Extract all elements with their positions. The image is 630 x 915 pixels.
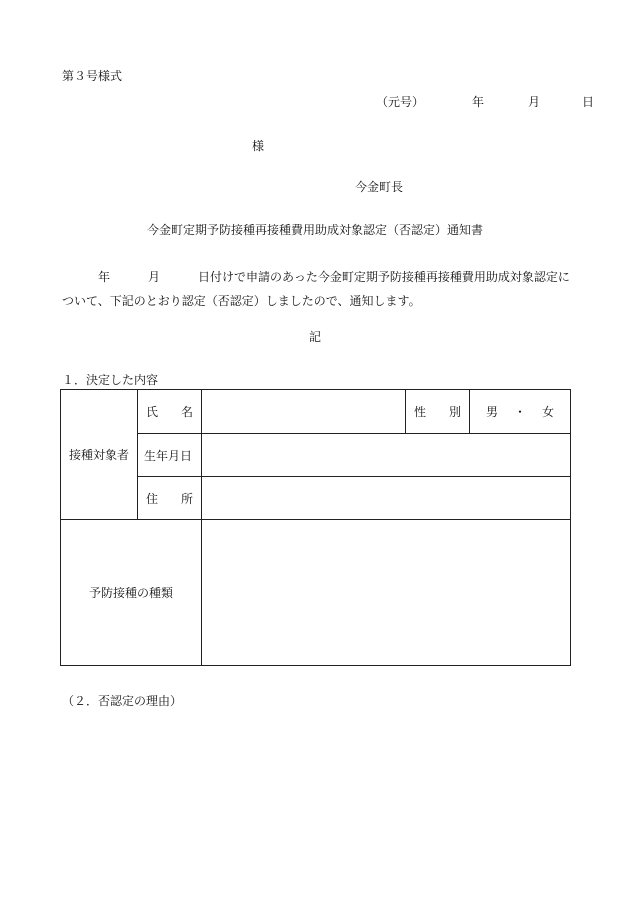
subject-label: 接種対象者 xyxy=(61,390,138,520)
document-title: 今金町定期予防接種再接種費用助成対象認定（否認定）通知書 xyxy=(146,223,483,237)
section1-label: １．決定した内容 xyxy=(62,373,159,387)
section2-label: （２．否認定の理由） xyxy=(62,694,183,708)
name-label: 氏 名 xyxy=(138,390,202,434)
address-label: 住 所 xyxy=(138,477,202,520)
birthdate-field[interactable] xyxy=(202,434,571,477)
name-field[interactable] xyxy=(202,390,406,434)
gender-male: 男 xyxy=(486,405,499,419)
form-number: 第３号様式 xyxy=(62,69,123,83)
body-paragraph xyxy=(62,265,574,313)
address-field[interactable] xyxy=(202,477,571,520)
vaccine-type-field[interactable] xyxy=(202,520,571,666)
vaccine-type-label: 予防接種の種類 xyxy=(61,520,202,666)
decision-table xyxy=(60,389,571,666)
body-text: 日付けで申請のあった今金町定期予防接種再接種費用助成対象認定について、下記のとおり認定（否認定）しましたので、通知します。 xyxy=(62,270,570,308)
gender-label: 性 別 xyxy=(406,390,470,434)
issuer: 今金町長 xyxy=(355,180,404,194)
addressee-suffix: 様 xyxy=(252,139,265,153)
date-line xyxy=(376,96,594,108)
date-day: 日 xyxy=(582,95,595,109)
date-year: 年 xyxy=(472,95,485,109)
gender-options[interactable]: 男 ・ 女 xyxy=(470,390,571,434)
body-month: 月 xyxy=(148,270,161,284)
ki-heading: 記 xyxy=(308,330,321,344)
birthdate-label: 生年月日 xyxy=(138,434,202,477)
body-year: 年 xyxy=(98,270,111,284)
gender-female: 女 xyxy=(541,405,554,419)
date-era: （元号） xyxy=(376,95,425,109)
date-month: 月 xyxy=(528,95,541,109)
